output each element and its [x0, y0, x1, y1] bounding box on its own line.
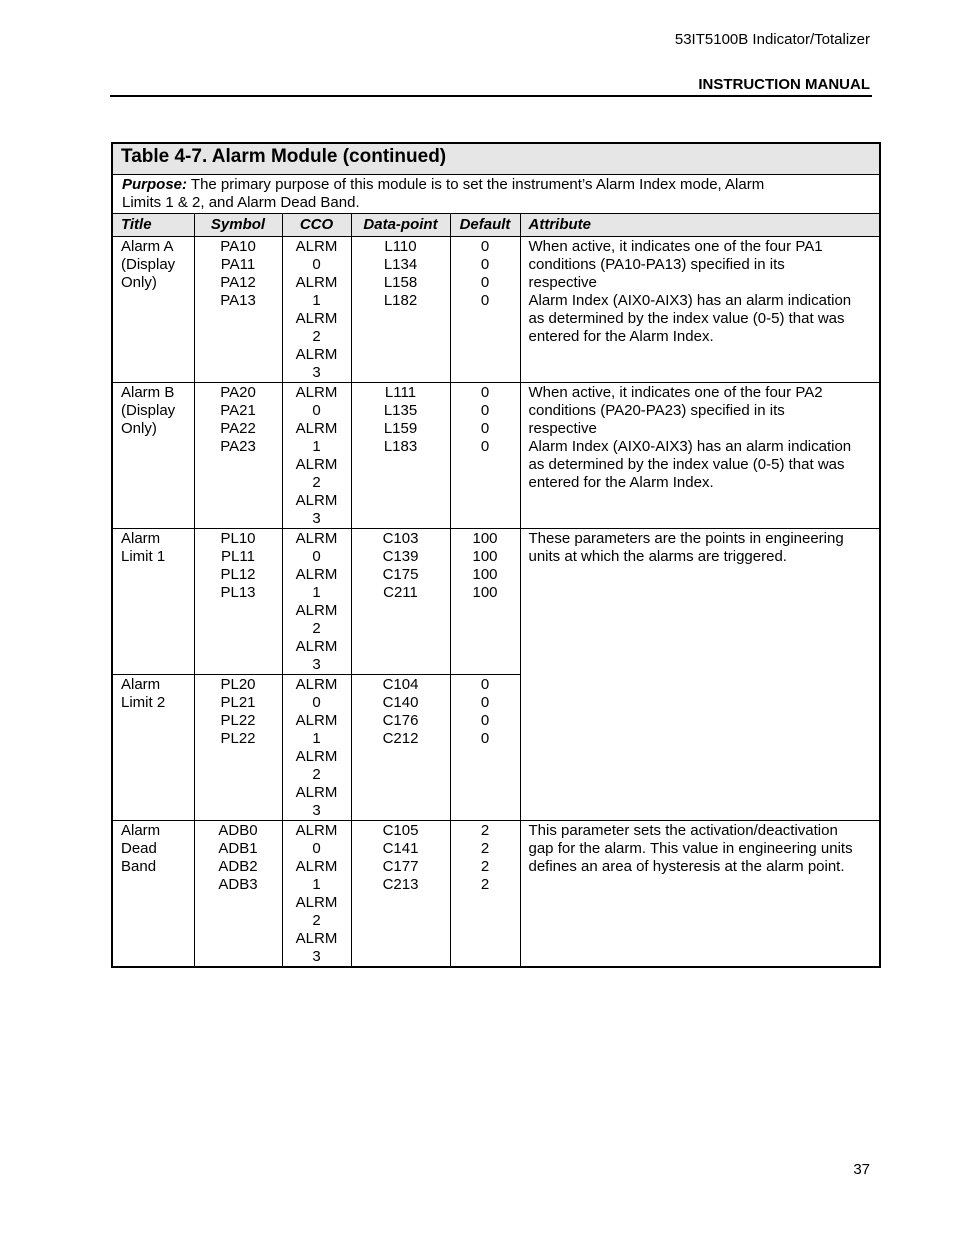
- cco-cell: [282, 383, 351, 529]
- manual-label: INSTRUCTION MANUAL: [698, 76, 870, 93]
- cco-cell-line: 3: [312, 656, 321, 673]
- title-cell-line: (Display: [121, 256, 176, 273]
- symbol-cell-line: PL22: [220, 712, 256, 729]
- default-cell-line: 2: [480, 822, 490, 839]
- default-cell-line: 0: [480, 694, 490, 711]
- cco-cell: [282, 237, 351, 383]
- purpose-text: The primary purpose of this module is to set the instrument’s Alarm Index mode, Alarm: [187, 176, 765, 193]
- data-point-cell-line: L158: [383, 274, 418, 291]
- default-cell-line: 100: [472, 584, 498, 601]
- data-point-cell-line: L110: [384, 238, 417, 255]
- attribute-line: respective: [528, 420, 597, 437]
- data-point-cell-line: C104: [382, 676, 419, 693]
- symbol-cell: [194, 237, 282, 383]
- cco-cell-line: ALRM: [295, 602, 338, 619]
- title-cell-line: Limit 2: [121, 694, 166, 711]
- title-cell: [112, 237, 194, 383]
- data-point-cell: [351, 529, 450, 675]
- symbol-cell-line: PA20: [220, 384, 256, 401]
- cco-cell-line: ALRM: [295, 676, 338, 693]
- symbol-cell-line: ADB2: [218, 858, 258, 875]
- cco-cell-line: ALRM: [295, 310, 338, 327]
- title-cell-line: Only): [121, 420, 157, 437]
- symbol-cell-line: PA11: [220, 256, 256, 273]
- symbol-cell: [194, 821, 282, 968]
- default-cell-line: 0: [480, 256, 490, 273]
- data-point-cell-line: C176: [382, 712, 419, 729]
- attribute-cell: [520, 383, 880, 529]
- default-cell-line: 2: [480, 876, 490, 893]
- column-header-default: Default: [450, 214, 520, 237]
- data-point-cell-line: C177: [382, 858, 419, 875]
- default-cell-line: 0: [480, 712, 490, 729]
- cco-cell-line: ALRM: [295, 784, 338, 801]
- cco-cell-line: 3: [312, 510, 321, 527]
- cco-cell-line: 2: [312, 766, 321, 783]
- column-header-cco: CCO: [282, 214, 351, 237]
- cco-cell-line: ALRM: [295, 492, 338, 509]
- data-point-cell-line: C103: [382, 530, 419, 547]
- cco-cell-line: 0: [312, 840, 321, 857]
- purpose-label: Purpose:: [122, 176, 188, 193]
- data-point-cell-line: L182: [383, 292, 418, 309]
- symbol-cell-line: PA23: [220, 438, 256, 455]
- cco-cell-line: 2: [312, 620, 321, 637]
- symbol-cell: [194, 529, 282, 675]
- attribute-line: When active, it indicates one of the four PA1: [528, 238, 823, 255]
- default-cell-line: 0: [480, 438, 490, 455]
- cco-cell-line: 1: [312, 584, 321, 601]
- default-cell-line: 0: [480, 384, 490, 401]
- data-point-cell-line: C140: [382, 694, 419, 711]
- page-number: 37: [853, 1161, 870, 1178]
- table-row: [112, 529, 880, 675]
- symbol-cell-line: PL12: [220, 566, 256, 583]
- symbol-cell-line: PL10: [220, 530, 256, 547]
- cco-cell-line: ALRM: [295, 384, 338, 401]
- cco-cell-line: 0: [312, 256, 321, 273]
- cco-cell-line: ALRM: [295, 712, 338, 729]
- default-cell-line: 0: [480, 292, 490, 309]
- symbol-cell-line: PA12: [220, 274, 256, 291]
- cco-cell-line: 2: [312, 328, 321, 345]
- attribute-line: respective: [528, 274, 597, 291]
- title-cell-line: Alarm B: [121, 384, 175, 401]
- cco-cell: [282, 821, 351, 968]
- data-point-cell-line: L134: [383, 256, 418, 273]
- attribute-line: This parameter sets the activation/deactivation: [528, 822, 838, 839]
- default-cell-line: 100: [472, 566, 498, 583]
- default-cell: [450, 383, 520, 529]
- cco-cell-line: ALRM: [295, 748, 338, 765]
- cco-cell-line: ALRM: [295, 238, 338, 255]
- title-cell: [112, 821, 194, 968]
- data-point-cell-line: C213: [382, 876, 419, 893]
- data-point-cell: [351, 237, 450, 383]
- symbol-cell-line: PA10: [220, 238, 256, 255]
- table-row: [112, 237, 880, 383]
- cco-cell-line: 2: [312, 474, 321, 491]
- symbol-cell-line: PA21: [220, 402, 256, 419]
- cco-cell: [282, 529, 351, 675]
- cco-cell-line: 1: [312, 438, 321, 455]
- symbol-cell-line: PL11: [221, 548, 255, 565]
- data-point-cell-line: C211: [383, 584, 418, 601]
- symbol-cell-line: ADB1: [218, 840, 258, 857]
- cco-cell-line: ALRM: [295, 894, 338, 911]
- attribute-line: entered for the Alarm Index.: [528, 474, 714, 491]
- data-point-cell-line: L183: [383, 438, 418, 455]
- attribute-line: units at which the alarms are triggered.: [528, 548, 787, 565]
- alarm-module-table: [111, 142, 881, 968]
- column-header-row: [112, 214, 880, 237]
- attribute-line: These parameters are the points in engineering: [528, 530, 844, 547]
- table-row: [112, 821, 880, 968]
- column-header-symbol: Symbol: [194, 214, 282, 237]
- title-cell-line: Dead: [121, 840, 157, 857]
- title-cell-line: Alarm: [121, 822, 161, 839]
- attribute-cell: [520, 821, 880, 968]
- title-cell: [112, 529, 194, 675]
- column-header-title: Title: [112, 214, 194, 237]
- title-cell-line: Alarm: [121, 676, 161, 693]
- symbol-cell-line: PL20: [220, 676, 256, 693]
- cco-cell-line: 0: [312, 548, 321, 565]
- title-cell-line: Alarm A: [121, 238, 174, 255]
- symbol-cell-line: PA22: [220, 420, 256, 437]
- data-point-cell: [351, 383, 450, 529]
- symbol-cell-line: ADB0: [218, 822, 258, 839]
- cco-cell: [282, 675, 351, 821]
- table-body: [112, 237, 880, 968]
- cco-cell-line: 1: [312, 292, 321, 309]
- cco-cell-line: 1: [312, 876, 321, 893]
- title-cell-line: Only): [121, 274, 157, 291]
- cco-cell-line: 3: [312, 802, 321, 819]
- title-cell-line: (Display: [121, 402, 176, 419]
- header-divider: [110, 95, 872, 97]
- attribute-line: as determined by the index value (0-5) that was: [528, 310, 845, 327]
- attribute-line: Alarm Index (AIX0-AIX3) has an alarm indication: [528, 438, 852, 455]
- cco-cell-line: ALRM: [295, 930, 338, 947]
- attribute-cell: [520, 237, 880, 383]
- table-purpose: [112, 175, 880, 214]
- symbol-cell-line: PL21: [220, 694, 256, 711]
- document-title: 53IT5100B Indicator/Totalizer: [674, 31, 870, 48]
- cco-cell-line: ALRM: [295, 420, 338, 437]
- attribute-line: entered for the Alarm Index.: [528, 328, 714, 345]
- cco-cell-line: ALRM: [295, 566, 338, 583]
- cco-cell-line: 0: [312, 694, 321, 711]
- default-cell-line: 0: [480, 274, 490, 291]
- default-cell-line: 0: [480, 676, 490, 693]
- symbol-cell: [194, 675, 282, 821]
- data-point-cell-line: C139: [382, 548, 419, 565]
- cco-cell-line: ALRM: [295, 638, 338, 655]
- data-point-cell-line: C141: [382, 840, 419, 857]
- default-cell: [450, 237, 520, 383]
- cco-cell-line: ALRM: [295, 456, 338, 473]
- data-point-cell-line: L159: [383, 420, 418, 437]
- attribute-line: gap for the alarm. This value in engineering units: [528, 840, 853, 857]
- symbol-cell-line: ADB3: [218, 876, 258, 893]
- cco-cell-line: ALRM: [295, 858, 338, 875]
- title-cell-line: Limit 1: [121, 548, 166, 565]
- default-cell-line: 100: [472, 548, 498, 565]
- attribute-line: conditions (PA20-PA23) specified in its: [528, 402, 785, 419]
- default-cell-line: 2: [480, 840, 490, 857]
- data-point-cell-line: L111: [384, 384, 417, 401]
- symbol-cell-line: PL22: [220, 730, 256, 747]
- default-cell: [450, 821, 520, 968]
- table-row: [112, 383, 880, 529]
- attribute-line: When active, it indicates one of the four PA2: [528, 384, 823, 401]
- attribute-cell: [520, 529, 880, 821]
- data-point-cell-line: L135: [383, 402, 418, 419]
- default-cell-line: 100: [472, 530, 498, 547]
- attribute-line: conditions (PA10-PA13) specified in its: [528, 256, 785, 273]
- data-point-cell-line: C175: [382, 566, 419, 583]
- cco-cell-line: 1: [312, 730, 321, 747]
- title-cell-line: Alarm: [121, 530, 161, 547]
- data-point-cell: [351, 675, 450, 821]
- table-caption: Table 4-7. Alarm Module (continued): [112, 143, 880, 175]
- attribute-line: defines an area of hysteresis at the alarm point.: [528, 858, 845, 875]
- column-header-data-point: Data-point: [351, 214, 450, 237]
- default-cell-line: 0: [480, 730, 490, 747]
- default-cell-line: 0: [480, 420, 490, 437]
- cco-cell-line: ALRM: [295, 822, 338, 839]
- default-cell-line: 2: [480, 858, 490, 875]
- column-header-attribute: Attribute: [520, 214, 880, 237]
- attribute-line: as determined by the index value (0-5) that was: [528, 456, 845, 473]
- cco-cell-line: 3: [312, 948, 321, 965]
- cco-cell-line: ALRM: [295, 274, 338, 291]
- title-cell: [112, 675, 194, 821]
- cco-cell-line: ALRM: [295, 530, 338, 547]
- default-cell-line: 0: [480, 402, 490, 419]
- data-point-cell: [351, 821, 450, 968]
- default-cell: [450, 529, 520, 675]
- cco-cell-line: ALRM: [295, 346, 338, 363]
- title-cell-line: Band: [121, 858, 157, 875]
- data-point-cell-line: C105: [382, 822, 419, 839]
- title-cell: [112, 383, 194, 529]
- attribute-line: Alarm Index (AIX0-AIX3) has an alarm indication: [528, 292, 852, 309]
- cco-cell-line: 3: [312, 364, 321, 381]
- symbol-cell-line: PA13: [220, 292, 256, 309]
- default-cell: [450, 675, 520, 821]
- default-cell-line: 0: [480, 238, 490, 255]
- symbol-cell: [194, 383, 282, 529]
- purpose-text-continued: Limits 1 & 2, and Alarm Dead Band.: [122, 194, 360, 211]
- cco-cell-line: 0: [312, 402, 321, 419]
- data-point-cell-line: C212: [382, 730, 419, 747]
- symbol-cell-line: PL13: [220, 584, 256, 601]
- cco-cell-line: 2: [312, 912, 321, 929]
